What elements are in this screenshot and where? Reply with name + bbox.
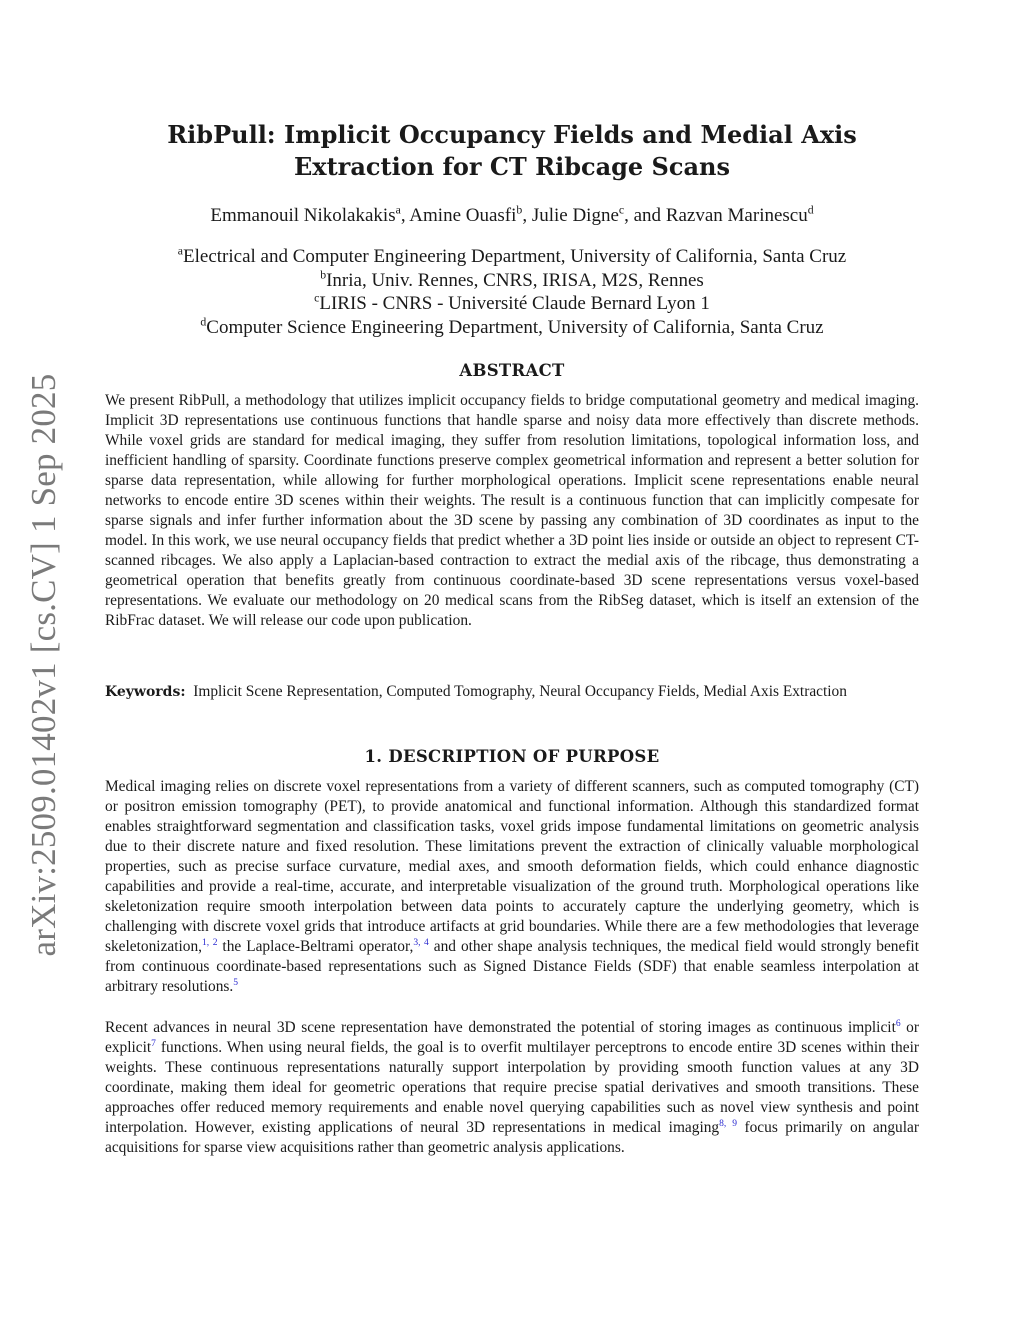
author-list — [105, 204, 919, 228]
section-1-paragraph-1 — [105, 777, 919, 997]
affiliation-c: $^c$LIRIS - CNRS - Université Claude Bernard Lyon 1 — [314, 291, 710, 314]
citation-link[interactable]: 7 — [151, 1037, 156, 1049]
abstract-body: We present RibPull, a methodology that utilizes implicit occupancy fields to bridge computational geometry and medical imaging. Implicit 3D representations use continuous functions that handle sparse and noisy data more effectively than discrete methods. While voxel grids are standard for medical imaging, they suffer from resolution limitations, topological information loss, and inefficient handling of sparsity. Coordinate functions preserve complex geometrical information and represent a better solution for sparse data representation, while allowing for further morphological operations. Implicit scene representations enable neural networks to encode entire 3D scenes within their weights. The result is a continuous function that can implicitly compesate for sparse signals and infer further information about the 3D scene by passing any combination of 3D coordinates as input to the model. In this work, we use neural occupancy fields that predict whether a 3D point lies inside or outside an object to represent CT-scanned ribcages. We also apply a Laplacian-based contraction to extract the medial axis of the ribcage, thus demonstrating a geometrical operation that benefits greatly from continuous coordinate-based 3D scene representations versus voxel-based representations. We evaluate our methodology on 20 medical scans from the RibSeg dataset, which is itself an extension of the RibFrac dataset. We will release our code upon publication. — [105, 392, 919, 629]
arxiv-identifier-stamp: arXiv:2509.01402v1 [cs.CV] 1 Sep 2025 — [24, 373, 63, 957]
text-run: Medical imaging relies on discrete voxel representations from a variety of different scanners, such as computed tomography (CT) or positron emission tomography (PET), to provide anatomical and functional information. Although this standardized format enables straightforward segmentation and classification tasks, voxel grids impose fundamental limitations on geometric analysis due to their discrete nature and fixed resolution. These limitations prevent the extraction of clinically valuable morphological properties, such as precise surface curvature, medial axes, and smooth deformation fields, which could enhance diagnostic capabilities and provide a real-time, accurate, and interpretable visualization of the ground truth. Morphological operations like skeletonization require smooth interpolation between data points to accurately capture the underlying geometry, which is challenging with discrete voxel grids that introduce artifacts at grid boundaries. While there are a few methodologies that leverage skeletonization, — [105, 778, 919, 955]
abstract-heading: ABSTRACT — [459, 361, 565, 380]
title-line-1: RibPull: Implicit Occupancy Fields and Medial Axis — [167, 120, 857, 149]
text-run: functions. When using neural fields, the goal is to overfit multilayer perceptrons to encode entire 3D scenes within their weights. These continuous representations naturally support interpolation by providing smooth function values at any 3D coordinate, making them ideal for geometric operations that require precise spatial derivatives and smooth transitions. These approaches offer reduced memory requirements and enable novel querying capabilities such as novel view synthesis and point interpolation. However, existing applications of neural 3D representations in medical imaging — [105, 1039, 919, 1136]
author-3: Julie Digne$^c$, and — [531, 203, 666, 226]
affiliation-a: $^a$Electrical and Computer Engineering Department, University of California, Santa Cruz — [177, 244, 847, 267]
author-4: Razvan Marinescu$^d$ — [665, 203, 814, 226]
text-run: focus primarily on angular acquisitions for sparse view acquisitions rather than geometric analysis applications. — [105, 1119, 919, 1156]
affiliation-d: $^d$Computer Science Engineering Department, University of California, Santa Cruz — [200, 315, 824, 338]
citation-link[interactable]: 5 — [233, 976, 238, 988]
citation-link[interactable]: 6 — [895, 1017, 901, 1029]
text-run: the Laplace-Beltrami operator, — [217, 938, 414, 955]
author-1: Emmanouil Nikolakakis$^a$, — [210, 203, 410, 226]
citation-link[interactable]: 3, 4 — [413, 936, 429, 948]
section-1-heading: 1. DESCRIPTION OF PURPOSE — [364, 747, 660, 766]
keywords-text: Implicit Scene Representation, Computed Tomography, Neural Occupancy Fields, Medial Axis Extraction — [193, 683, 847, 700]
text-run: or explicit — [105, 1019, 919, 1056]
affiliation-b: $^b$Inria, Univ. Rennes, CNRS, IRISA, M2S, Rennes — [320, 268, 704, 291]
keywords-label: Keywords: — [105, 684, 186, 700]
affiliation-list — [105, 245, 919, 339]
citation-link[interactable]: 8, 9 — [719, 1117, 738, 1129]
title-line-2: Extraction for CT Ribcage Scans — [293, 152, 731, 181]
section-1-paragraph-2 — [105, 1018, 919, 1158]
text-run: and other shape analysis techniques, the medical field would strongly benefit from continuous coordinate-based representations such as Signed Distance Fields (SDF) that enable seamless interpolation at arbitrary resolutions. — [105, 938, 919, 995]
keywords — [105, 682, 919, 702]
text-run: Recent advances in neural 3D scene representation have demonstrated the potential of storing images as continuous implicit — [105, 1019, 896, 1036]
author-2: Amine Ouasfi$^b$, — [409, 203, 532, 226]
paper-title — [105, 119, 919, 183]
citation-link[interactable]: 1, 2 — [202, 936, 218, 948]
